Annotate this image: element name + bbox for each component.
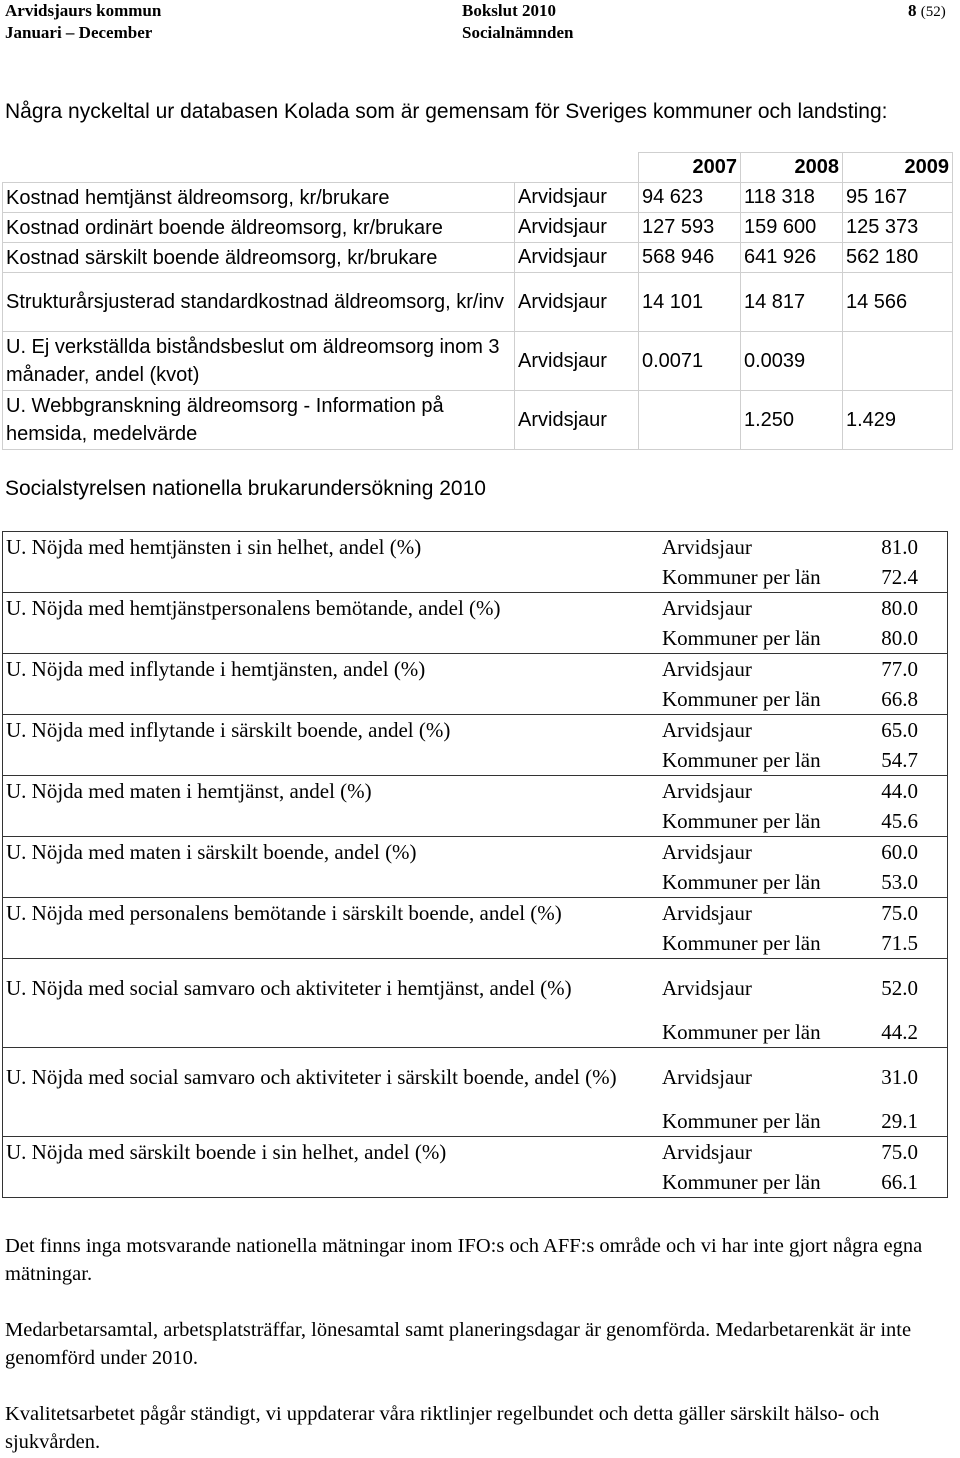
survey-municipality: Arvidsjaur	[659, 593, 845, 624]
survey-municipality: Arvidsjaur	[659, 1137, 845, 1168]
value-2007: 94 623	[639, 183, 741, 213]
survey-comparison-value: 71.5	[881, 930, 918, 955]
survey-comparison-value: 44.2	[881, 1019, 918, 1044]
kolada-header-row	[3, 153, 953, 183]
header-organization: Arvidsjaurs kommun	[5, 1, 162, 20]
survey-comparison-value: 80.0	[881, 625, 918, 650]
survey-comparison-value: 72.4	[881, 564, 918, 589]
year-header: 2008	[741, 153, 843, 183]
survey-municipality: Arvidsjaur	[659, 898, 845, 929]
table-row	[3, 715, 948, 746]
table-row	[3, 867, 948, 898]
table-row	[3, 654, 948, 685]
paragraph-staff: Medarbetarsamtal, arbetsplatsträffar, lönesamtal samt planeringsdagar är genomförda. Medarbetarenkät är inte genomförd under 2010.	[5, 1319, 912, 1369]
survey-value: 75.0	[845, 1137, 948, 1168]
survey-label: U. Nöjda med personalens bemötande i särskilt boende, andel (%)	[3, 898, 660, 929]
value-2009: 14 566	[843, 273, 953, 332]
value-2008: 159 600	[741, 213, 843, 243]
row-label: Kostnad ordinärt boende äldreomsorg, kr/brukare	[3, 213, 515, 243]
row-place: Arvidsjaur	[515, 243, 639, 273]
survey-comparison-value: 53.0	[881, 869, 918, 894]
intro-text: Några nyckeltal ur databasen Kolada som är gemensam för Sveriges kommuner och landsting:	[5, 100, 888, 123]
survey-comparison: Kommuner per län	[662, 625, 821, 650]
survey-value: 75.0	[845, 898, 948, 929]
value-2007: 127 593	[639, 213, 741, 243]
value-2008: 641 926	[741, 243, 843, 273]
row-place: Arvidsjaur	[515, 332, 639, 391]
row-place: Arvidsjaur	[515, 183, 639, 213]
table-row	[3, 213, 953, 243]
header-page-number	[908, 0, 946, 23]
value-2007: 0.0071	[639, 332, 741, 391]
kolada-table	[2, 152, 953, 450]
page-number: 8	[908, 1, 917, 20]
value-2009: 562 180	[843, 243, 953, 273]
survey-label: U. Nöjda med hemtjänsten i sin helhet, andel (%)	[3, 532, 660, 563]
survey-municipality: Arvidsjaur	[659, 959, 845, 1018]
value-2007: 14 101	[639, 273, 741, 332]
survey-value: 81.0	[845, 532, 948, 563]
value-2008: 14 817	[741, 273, 843, 332]
survey-comparison: Kommuner per län	[662, 808, 821, 833]
survey-label: U. Nöjda med maten i särskilt boende, andel (%)	[3, 837, 660, 868]
table-row	[3, 1137, 948, 1168]
survey-label: U. Nöjda med maten i hemtjänst, andel (%)	[3, 776, 660, 807]
survey-municipality: Arvidsjaur	[659, 654, 845, 685]
survey-comparison-value: 45.6	[881, 808, 918, 833]
table-row	[3, 593, 948, 624]
value-2009	[843, 332, 953, 391]
survey-value: 44.0	[845, 776, 948, 807]
value-2008: 1.250	[741, 391, 843, 450]
table-row	[3, 837, 948, 868]
paragraph-ifo-aff: Det finns inga motsvarande nationella mätningar inom IFO:s och AFF:s område och vi har inte gjort några egna mätningar.	[5, 1235, 923, 1285]
survey-comparison-value: 54.7	[881, 747, 918, 772]
survey-label: U. Nöjda med social samvaro och aktiviteter i hemtjänst, andel (%)	[3, 959, 660, 1018]
row-place: Arvidsjaur	[515, 391, 639, 450]
table-row	[3, 183, 953, 213]
value-2009: 95 167	[843, 183, 953, 213]
survey-label: U. Nöjda med särskilt boende i sin helhet, andel (%)	[3, 1137, 660, 1168]
survey-municipality: Arvidsjaur	[659, 715, 845, 746]
survey-municipality: Arvidsjaur	[659, 776, 845, 807]
survey-value: 65.0	[845, 715, 948, 746]
survey-heading: Socialstyrelsen nationella brukarundersökning 2010	[5, 477, 486, 500]
survey-value: 77.0	[845, 654, 948, 685]
survey-comparison-value: 66.1	[881, 1169, 918, 1194]
survey-municipality: Arvidsjaur	[659, 532, 845, 563]
row-label: Strukturårsjusterad standardkostnad äldreomsorg, kr/inv	[3, 273, 515, 332]
value-2008: 0.0039	[741, 332, 843, 391]
value-2007	[639, 391, 741, 450]
survey-comparison: Kommuner per län	[662, 1019, 821, 1044]
page-total: (52)	[920, 4, 946, 20]
survey-comparison: Kommuner per län	[662, 1169, 821, 1194]
row-label: U. Webbgranskning äldreomsorg - Information på hemsida, medelvärde	[3, 391, 515, 450]
survey-comparison: Kommuner per län	[662, 1108, 821, 1133]
survey-value: 31.0	[845, 1048, 948, 1107]
table-row	[3, 745, 948, 776]
survey-value: 80.0	[845, 593, 948, 624]
table-row	[3, 684, 948, 715]
table-row	[3, 391, 953, 450]
table-row	[3, 332, 953, 391]
header-document-title: Bokslut 2010	[462, 1, 556, 20]
value-2009: 125 373	[843, 213, 953, 243]
survey-table	[2, 531, 948, 1198]
survey-comparison-value: 29.1	[881, 1108, 918, 1133]
table-row	[3, 1017, 948, 1048]
survey-comparison-value: 66.8	[881, 686, 918, 711]
year-header: 2007	[639, 153, 741, 183]
survey-municipality: Arvidsjaur	[659, 837, 845, 868]
row-label: Kostnad särskilt boende äldreomsorg, kr/brukare	[3, 243, 515, 273]
table-row	[3, 898, 948, 929]
row-place: Arvidsjaur	[515, 213, 639, 243]
table-row	[3, 806, 948, 837]
survey-municipality: Arvidsjaur	[659, 1048, 845, 1107]
value-2009: 1.429	[843, 391, 953, 450]
table-row	[3, 532, 948, 563]
survey-comparison: Kommuner per län	[662, 564, 821, 589]
table-row	[3, 1106, 948, 1137]
survey-label: U. Nöjda med inflytande i särskilt boende, andel (%)	[3, 715, 660, 746]
row-label: Kostnad hemtjänst äldreomsorg, kr/brukare	[3, 183, 515, 213]
table-row	[3, 776, 948, 807]
survey-value: 60.0	[845, 837, 948, 868]
paragraph-quality: Kvalitetsarbetet pågår ständigt, vi uppdaterar våra riktlinjer regelbundet och detta gäller särskilt hälso- och sjukvården.	[5, 1403, 880, 1453]
table-row	[3, 623, 948, 654]
survey-comparison: Kommuner per län	[662, 747, 821, 772]
survey-label: U. Nöjda med hemtjänstpersonalens bemötande, andel (%)	[3, 593, 660, 624]
table-row	[3, 928, 948, 959]
table-row	[3, 562, 948, 593]
header-period: Januari – December	[5, 23, 153, 42]
survey-comparison: Kommuner per län	[662, 686, 821, 711]
year-header: 2009	[843, 153, 953, 183]
table-row	[3, 959, 948, 1018]
value-2007: 568 946	[639, 243, 741, 273]
survey-label: U. Nöjda med inflytande i hemtjänsten, andel (%)	[3, 654, 660, 685]
table-row	[3, 1048, 948, 1107]
survey-value: 52.0	[845, 959, 948, 1018]
survey-comparison: Kommuner per län	[662, 930, 821, 955]
table-row	[3, 1167, 948, 1198]
header-department: Socialnämnden	[462, 23, 574, 42]
survey-comparison: Kommuner per län	[662, 869, 821, 894]
row-label: U. Ej verkställda biståndsbeslut om äldreomsorg inom 3 månader, andel (kvot)	[3, 332, 515, 391]
row-place: Arvidsjaur	[515, 273, 639, 332]
page-header	[0, 0, 960, 48]
value-2008: 118 318	[741, 183, 843, 213]
table-row	[3, 273, 953, 332]
survey-label: U. Nöjda med social samvaro och aktiviteter i särskilt boende, andel (%)	[3, 1048, 660, 1107]
table-row	[3, 243, 953, 273]
